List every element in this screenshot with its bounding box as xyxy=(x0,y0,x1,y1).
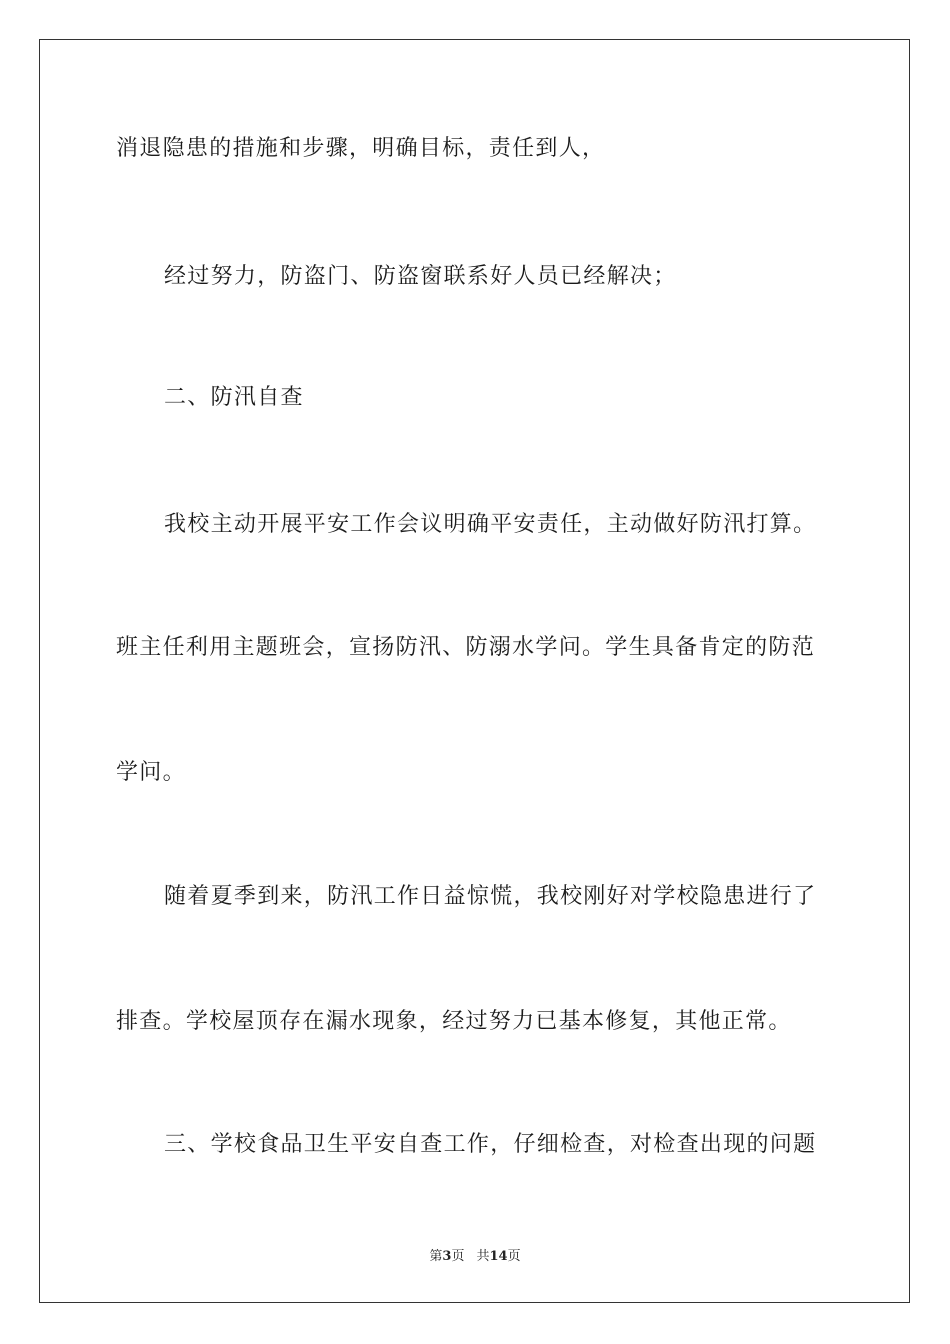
section-heading-flood-check: 二、防汛自查 xyxy=(164,385,304,410)
text-line-2: 经过努力，防盗门、防盗窗联系好人员已经解决； xyxy=(164,264,677,289)
text-line-9: 三、学校食品卫生平安自查工作，仔细检查，对检查出现的问题 xyxy=(164,1132,817,1157)
footer-page-prefix: 第 xyxy=(429,1249,443,1264)
footer-page-total: 14 xyxy=(489,1249,508,1264)
footer-page-current: 3 xyxy=(442,1249,452,1264)
footer-total-suffix: 页 xyxy=(507,1249,521,1264)
footer-page-suffix: 页 xyxy=(451,1249,465,1264)
footer-total-prefix: 共 xyxy=(476,1249,490,1264)
text-line-1: 消退隐患的措施和步骤，明确目标，责任到人， xyxy=(116,136,606,161)
text-line-8: 排查。学校屋顶存在漏水现象，经过努力已基本修复，其他正常。 xyxy=(116,1009,792,1034)
text-line-6: 学问。 xyxy=(116,760,186,785)
text-line-5: 班主任利用主题班会，宣扬防汛、防溺水学问。学生具备肯定的防范 xyxy=(116,635,816,660)
page-footer xyxy=(0,1248,950,1266)
text-line-7: 随着夏季到来，防汛工作日益惊慌，我校刚好对学校隐患进行了 xyxy=(164,884,817,909)
page-border xyxy=(39,39,910,1303)
text-line-4: 我校主动开展平安工作会议明确平安责任，主动做好防汛打算。 xyxy=(164,512,817,537)
